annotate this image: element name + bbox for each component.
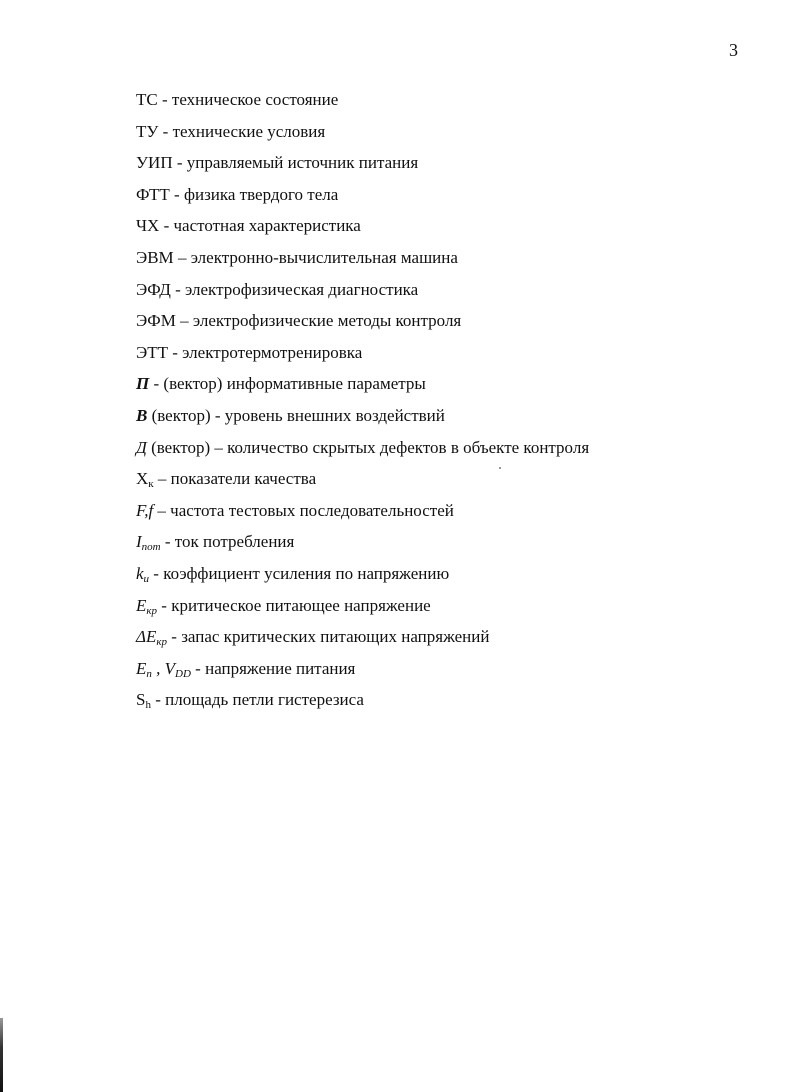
list-item bbox=[136, 436, 589, 468]
list-item bbox=[136, 183, 589, 215]
separator: - bbox=[149, 563, 164, 583]
list-item bbox=[136, 467, 589, 499]
symbol-subscript: кр bbox=[156, 636, 168, 649]
abbreviation-term: УИП bbox=[136, 153, 173, 173]
symbol-term: В bbox=[136, 405, 148, 425]
symbol-term: E bbox=[136, 658, 147, 678]
scan-edge-artifact bbox=[0, 1018, 3, 1092]
abbreviation-description: электротермотренировка bbox=[182, 342, 363, 362]
separator: – bbox=[153, 500, 171, 520]
abbreviation-term: ТУ bbox=[136, 121, 159, 141]
separator: - bbox=[172, 153, 187, 173]
symbol-term-second: , V bbox=[151, 658, 176, 678]
abbreviation-list bbox=[136, 88, 589, 720]
separator: - bbox=[169, 184, 184, 204]
symbol-subscript: к bbox=[148, 478, 154, 491]
scan-artifact-dot bbox=[499, 467, 501, 469]
abbreviation-description: электронно-вычислительная машина bbox=[190, 247, 458, 267]
separator: - bbox=[160, 532, 175, 552]
abbreviation-description: электрофизические методы контроля bbox=[192, 311, 462, 331]
symbol-term: Х bbox=[136, 469, 149, 489]
page-number: 3 bbox=[729, 40, 738, 60]
separator: - bbox=[167, 627, 182, 647]
symbol-subscript: п bbox=[146, 667, 152, 680]
abbreviation-description: технические условия bbox=[172, 121, 326, 141]
list-item bbox=[136, 246, 589, 278]
list-item bbox=[136, 88, 589, 120]
list-item bbox=[136, 214, 589, 246]
list-item bbox=[136, 625, 589, 657]
abbreviation-term: ЭФМ bbox=[136, 311, 176, 331]
symbol-description: показатели качества bbox=[170, 469, 317, 489]
list-item bbox=[136, 688, 589, 720]
abbreviation-term: ТС bbox=[136, 90, 158, 109]
list-item bbox=[136, 562, 589, 594]
symbol-description: запас критических питающих напряжений bbox=[181, 627, 490, 647]
symbol-description: критическое питающее напряжение bbox=[171, 595, 431, 615]
separator: – bbox=[153, 469, 171, 489]
list-item bbox=[136, 404, 589, 436]
separator: – bbox=[175, 311, 193, 331]
symbol-description: ток потребления bbox=[174, 532, 295, 552]
symbol-subscript: h bbox=[145, 699, 151, 712]
abbreviation-term: ФТТ bbox=[136, 184, 170, 204]
symbol-term: E bbox=[136, 595, 147, 615]
symbol-description: напряжение питания bbox=[205, 658, 356, 678]
symbol-term: П bbox=[136, 374, 150, 394]
symbol-term: ΔE bbox=[136, 627, 157, 647]
symbol-description: частота тестовых последовательностей bbox=[170, 500, 454, 520]
abbreviation-description: управляемый источник питания bbox=[186, 153, 419, 173]
abbreviation-term: ЭТТ bbox=[136, 342, 168, 362]
symbol-term: F,f bbox=[136, 500, 154, 520]
list-item bbox=[136, 657, 589, 689]
symbol-description: (вектор) информативные параметры bbox=[163, 374, 426, 394]
abbreviation-term: ЭФД bbox=[136, 279, 171, 299]
list-item bbox=[136, 278, 589, 310]
symbol-description: площадь петли гистерезиса bbox=[165, 690, 364, 710]
symbol-subscript-second: DD bbox=[175, 667, 191, 680]
list-item bbox=[136, 372, 589, 404]
abbreviation-term: ЭВМ bbox=[136, 247, 174, 267]
separator: - bbox=[190, 658, 206, 678]
symbol-term: Д bbox=[136, 437, 147, 457]
symbol-subscript: кр bbox=[146, 604, 158, 617]
abbreviation-description: частотная характеристика bbox=[173, 216, 361, 236]
abbreviation-description: техническое состояние bbox=[171, 90, 339, 109]
separator: - bbox=[149, 374, 164, 394]
abbreviation-description: физика твердого тела bbox=[183, 184, 339, 204]
separator: – bbox=[173, 247, 191, 267]
separator: - bbox=[157, 90, 172, 109]
symbol-term: S bbox=[136, 690, 146, 710]
list-item bbox=[136, 151, 589, 183]
symbol-description: коэффициент усиления по напряжению bbox=[163, 563, 450, 583]
symbol-subscript: u bbox=[143, 572, 150, 585]
symbol-subscript: пот bbox=[141, 541, 161, 554]
symbol-term: I bbox=[136, 532, 142, 552]
list-item bbox=[136, 499, 589, 531]
separator: - bbox=[150, 690, 166, 710]
separator: - bbox=[157, 595, 172, 615]
separator: - bbox=[158, 121, 173, 141]
abbreviation-description: электрофизическая диагностика bbox=[185, 279, 419, 299]
list-item bbox=[136, 530, 589, 562]
abbreviation-term: ЧХ bbox=[136, 216, 160, 236]
symbol-description: (вектор) – количество скрытых дефектов в объекте контроля bbox=[151, 437, 590, 457]
symbol-description: (вектор) - уровень внешних воздействий bbox=[151, 405, 445, 425]
list-item bbox=[136, 594, 589, 626]
symbol-term: k bbox=[136, 563, 144, 583]
separator: - bbox=[170, 279, 186, 299]
list-item bbox=[136, 341, 589, 373]
separator: - bbox=[168, 342, 183, 362]
separator: - bbox=[159, 216, 174, 236]
list-item bbox=[136, 309, 589, 341]
list-item bbox=[136, 120, 589, 152]
